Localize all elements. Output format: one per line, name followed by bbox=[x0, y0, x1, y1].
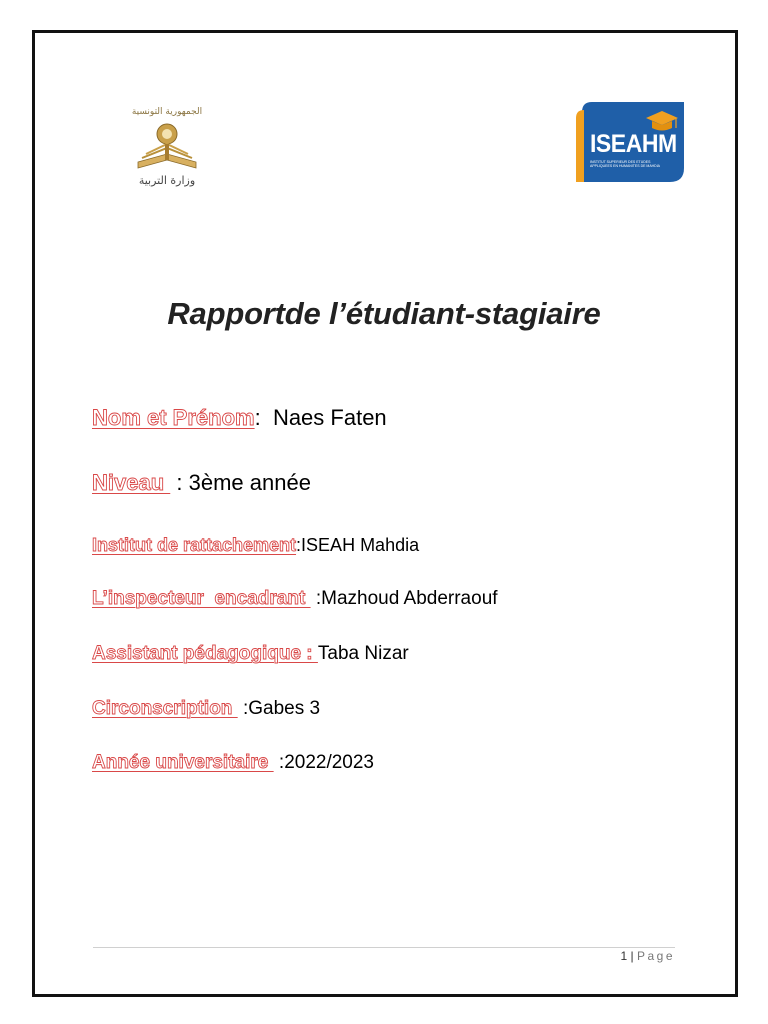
field-separator: : bbox=[273, 752, 285, 773]
field-nom-prenom bbox=[92, 405, 387, 431]
field-separator: : bbox=[254, 405, 273, 430]
page-separator: | bbox=[627, 949, 637, 963]
field-value: Gabes 3 bbox=[248, 698, 321, 719]
field-niveau bbox=[92, 470, 311, 496]
report-title: Rapportde l’étudiant-stagiaire bbox=[167, 296, 601, 331]
iseahm-subtitle: INSTITUT SUPERIEUR DES ETUDES APPLIQUEES EN HUMANITES DE MAHDIA bbox=[590, 160, 661, 168]
field-value: Taba Nizar bbox=[317, 643, 409, 664]
field-annee bbox=[92, 752, 374, 774]
field-label: L’inspecteur encadrant bbox=[92, 588, 311, 609]
field-assistant bbox=[92, 643, 409, 665]
ministry-arabic-top: الجمهورية التونسية bbox=[131, 107, 203, 117]
footer-divider bbox=[93, 947, 675, 948]
field-label: Circonscription bbox=[92, 698, 238, 719]
ministry-arabic-bottom: وزارة التربية bbox=[138, 174, 196, 187]
field-label: Niveau bbox=[92, 470, 171, 495]
field-value: ISEAH Mahdia bbox=[301, 535, 420, 555]
field-separator: : bbox=[310, 588, 322, 609]
field-label: Année universitaire bbox=[92, 752, 274, 773]
field-value: Mazhoud Abderraouf bbox=[321, 588, 498, 609]
page-footer bbox=[620, 949, 675, 963]
page-number: 1 bbox=[620, 949, 628, 963]
field-inspecteur bbox=[92, 588, 498, 610]
field-value: Naes Faten bbox=[272, 405, 387, 430]
iseahm-logo bbox=[576, 98, 688, 184]
field-value: 3ème année bbox=[188, 470, 311, 495]
ministry-logo bbox=[124, 100, 210, 192]
field-separator: : bbox=[237, 698, 249, 719]
field-label: Nom et Prénom bbox=[92, 405, 255, 430]
field-label: Institut de rattachement bbox=[92, 535, 297, 555]
field-separator: : bbox=[296, 535, 302, 555]
field-separator: : bbox=[170, 470, 189, 495]
field-label: Assistant pédagogique : bbox=[92, 643, 318, 664]
field-institut bbox=[92, 535, 419, 556]
iseahm-name: ISEAHM bbox=[590, 130, 677, 158]
page-word: Page bbox=[636, 949, 675, 963]
ministry-emblem-icon bbox=[124, 100, 210, 192]
field-circonscription bbox=[92, 698, 320, 720]
field-value: 2022/2023 bbox=[284, 752, 375, 773]
